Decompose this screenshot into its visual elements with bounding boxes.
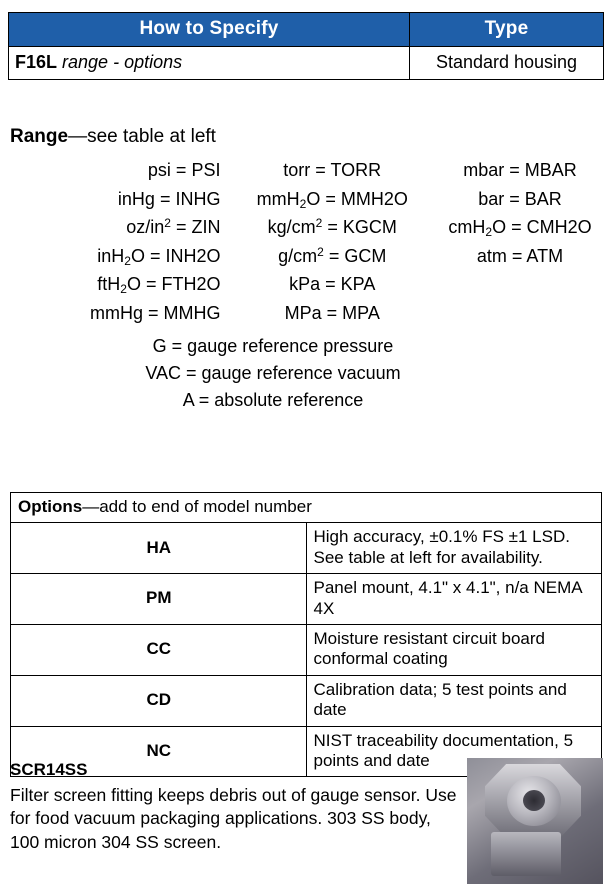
- cell-type-value: Standard housing: [410, 47, 604, 80]
- option-code: HA: [11, 523, 307, 574]
- range-unit-columns: [8, 158, 604, 326]
- reference-codes-block: [8, 333, 538, 414]
- range-item: psi = PSI: [147, 160, 221, 180]
- option-description: Panel mount, 4.1" x 4.1", n/a NEMA 4X: [306, 574, 602, 625]
- range-heading-bold: Range: [10, 126, 69, 147]
- options-title-rest: —add to end of model number: [82, 497, 312, 516]
- range-item: bar = BAR: [478, 188, 562, 209]
- option-description: NIST traceability documentation, 5 points and date: [306, 726, 602, 777]
- range-item: mmH$_2$O = MMH2O: [256, 188, 408, 211]
- option-code: CD: [11, 675, 307, 726]
- range-item: ftH$_2$O = FTH2O: [97, 274, 221, 297]
- column-header-how-to-specify: How to Specify: [9, 13, 410, 47]
- table-row: [11, 574, 602, 625]
- range-item: atm = ATM: [476, 245, 564, 266]
- option-description: Calibration data; 5 test points and date: [306, 675, 602, 726]
- table-row: [11, 675, 602, 726]
- range-heading: [10, 126, 216, 148]
- reference-code-line: VAC = gauge reference vacuum: [145, 363, 401, 383]
- fitting-shank-shape: [491, 832, 561, 876]
- reference-code-line: A = absolute reference: [182, 390, 364, 410]
- option-code: CC: [11, 624, 307, 675]
- accessory-title: SCR14SS: [10, 760, 88, 779]
- option-description: Moisture resistant circuit board conformal coating: [306, 624, 602, 675]
- nut-bore-shape: [523, 790, 545, 811]
- options-title-cell: [11, 493, 602, 523]
- range-item: $kg/cm^2$ = KGCM: [267, 216, 397, 238]
- range-item: $oz/in^2$ = ZIN: [126, 216, 221, 238]
- table-row: [11, 624, 602, 675]
- range-heading-rest: —see table at left: [68, 126, 216, 147]
- range-item: MPa = MPA: [284, 302, 380, 323]
- range-item: kPa = KPA: [289, 274, 376, 295]
- range-item: cmH$_2$O = CMH2O: [448, 217, 592, 240]
- option-code: PM: [11, 574, 307, 625]
- accessory-description: Filter screen fitting keeps debris out of gauge sensor. Use for food vacuum packaging applications. 303 SS body, 100 micron 304 SS screen.: [10, 785, 457, 852]
- range-item: inHg = INHG: [117, 188, 221, 209]
- range-column-2: [228, 158, 436, 326]
- range-item: inH$_2$O = INH2O: [97, 245, 221, 268]
- range-column-1: [8, 158, 228, 326]
- options-title-bold: Options: [18, 497, 83, 516]
- options-title-row: [11, 493, 602, 523]
- fitting-photo: [467, 758, 603, 884]
- table-row: [9, 47, 604, 80]
- table-header-row: [9, 13, 604, 47]
- cell-model-specification: [9, 47, 410, 80]
- range-item: $g/cm^2$ = GCM: [278, 244, 387, 266]
- range-item: mmHg = MMHG: [89, 302, 221, 323]
- range-column-3: [436, 158, 604, 269]
- model-arguments: range - options: [62, 52, 183, 72]
- model-code: F16L: [15, 52, 58, 72]
- reference-code-line: G = gauge reference pressure: [152, 336, 394, 356]
- options-table: [10, 492, 602, 777]
- range-item: mbar = MBAR: [463, 160, 577, 180]
- how-to-specify-table: [8, 12, 604, 80]
- option-code: NC: [11, 726, 307, 777]
- option-description: High accuracy, ±0.1% FS ±1 LSD. See table at left for availability.: [306, 523, 602, 574]
- column-header-type: Type: [410, 13, 604, 47]
- range-item: torr = TORR: [283, 160, 382, 180]
- table-row: [11, 523, 602, 574]
